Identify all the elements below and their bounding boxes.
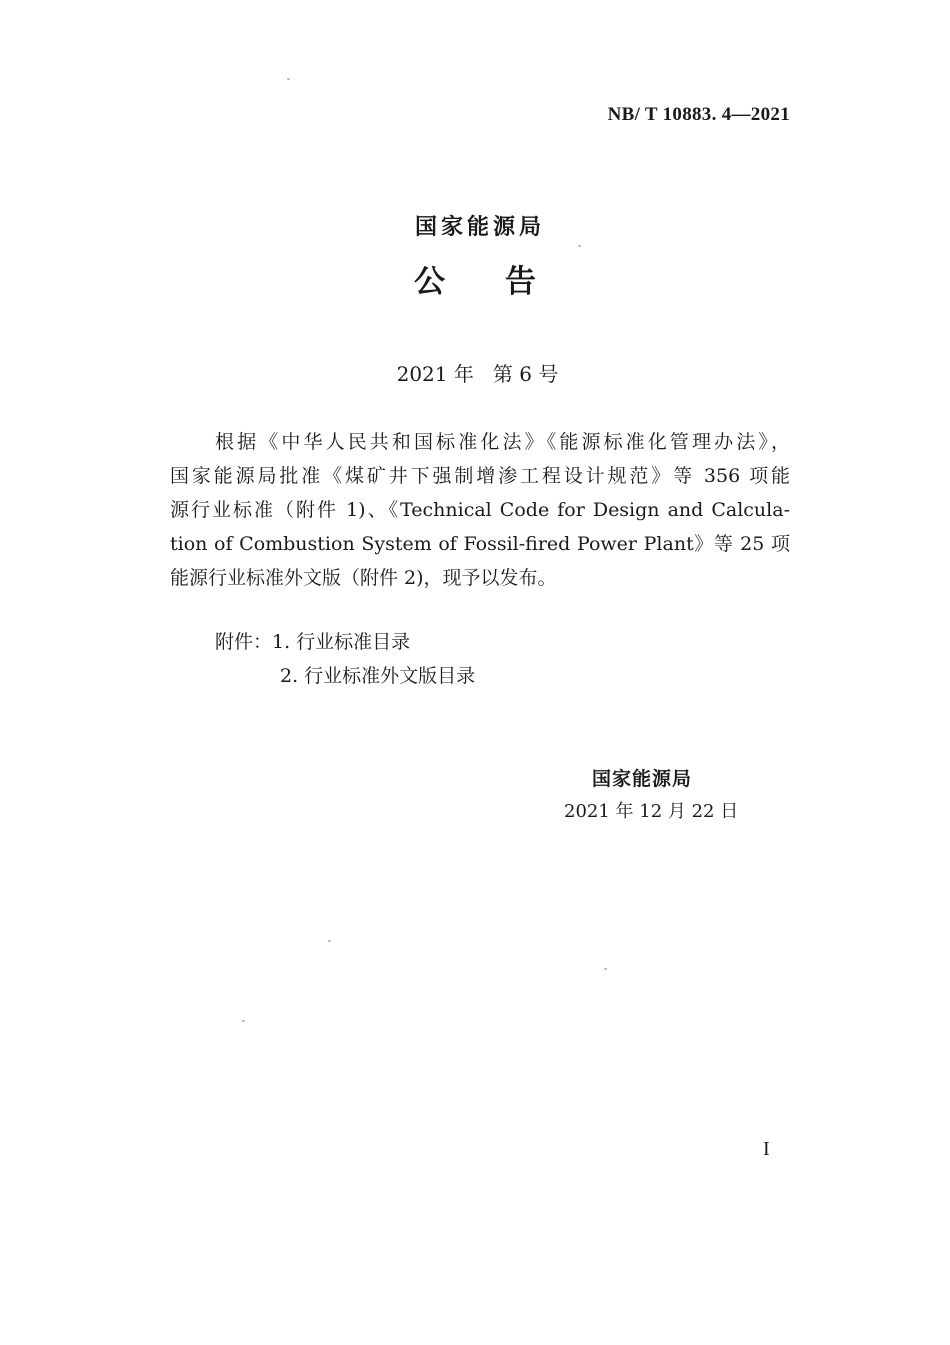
issuing-agency-heading: 国家能源局 xyxy=(414,215,545,240)
notice-body xyxy=(170,425,790,595)
body-line: 能源行业标准外文版（附件 2)，现予以发布。 xyxy=(170,567,557,589)
signature-agency: 国家能源局 xyxy=(592,768,693,790)
attachment-item-text: 1. 行业标准目录 xyxy=(272,631,411,653)
issue-number: 2021 年 第 6 号 xyxy=(396,362,559,386)
page-number: I xyxy=(763,1138,770,1160)
notice-title: 公告 xyxy=(414,264,596,300)
scan-speck xyxy=(604,968,607,970)
attachment-item xyxy=(215,659,475,693)
signature-date: 2021 年 12 月 22 日 xyxy=(564,801,739,822)
scan-speck xyxy=(328,940,331,942)
scan-speck xyxy=(578,245,581,247)
body-line: 国家能源局批准《煤矿井下强制增渗工程设计规范》等 356 项能 xyxy=(170,465,790,487)
scan-speck xyxy=(287,78,290,80)
attachment-item-text: 2. 行业标准外文版目录 xyxy=(280,665,476,687)
body-line: 根据《中华人民共和国标准化法》《能源标准化管理办法》， xyxy=(215,431,790,453)
attachments-list xyxy=(215,625,475,693)
body-line: 源行业标准（附件 1)、《Technical Code for Design and Calcula- xyxy=(170,499,790,521)
body-line: tion of Combustion System of Fossil-fired Power Plant》等 25 项 xyxy=(170,533,790,555)
attachments-label: 附件： xyxy=(215,631,273,653)
attachment-item xyxy=(215,625,475,659)
standard-code: NB/ T 10883. 4—2021 xyxy=(607,104,790,125)
scan-speck xyxy=(242,1020,245,1022)
